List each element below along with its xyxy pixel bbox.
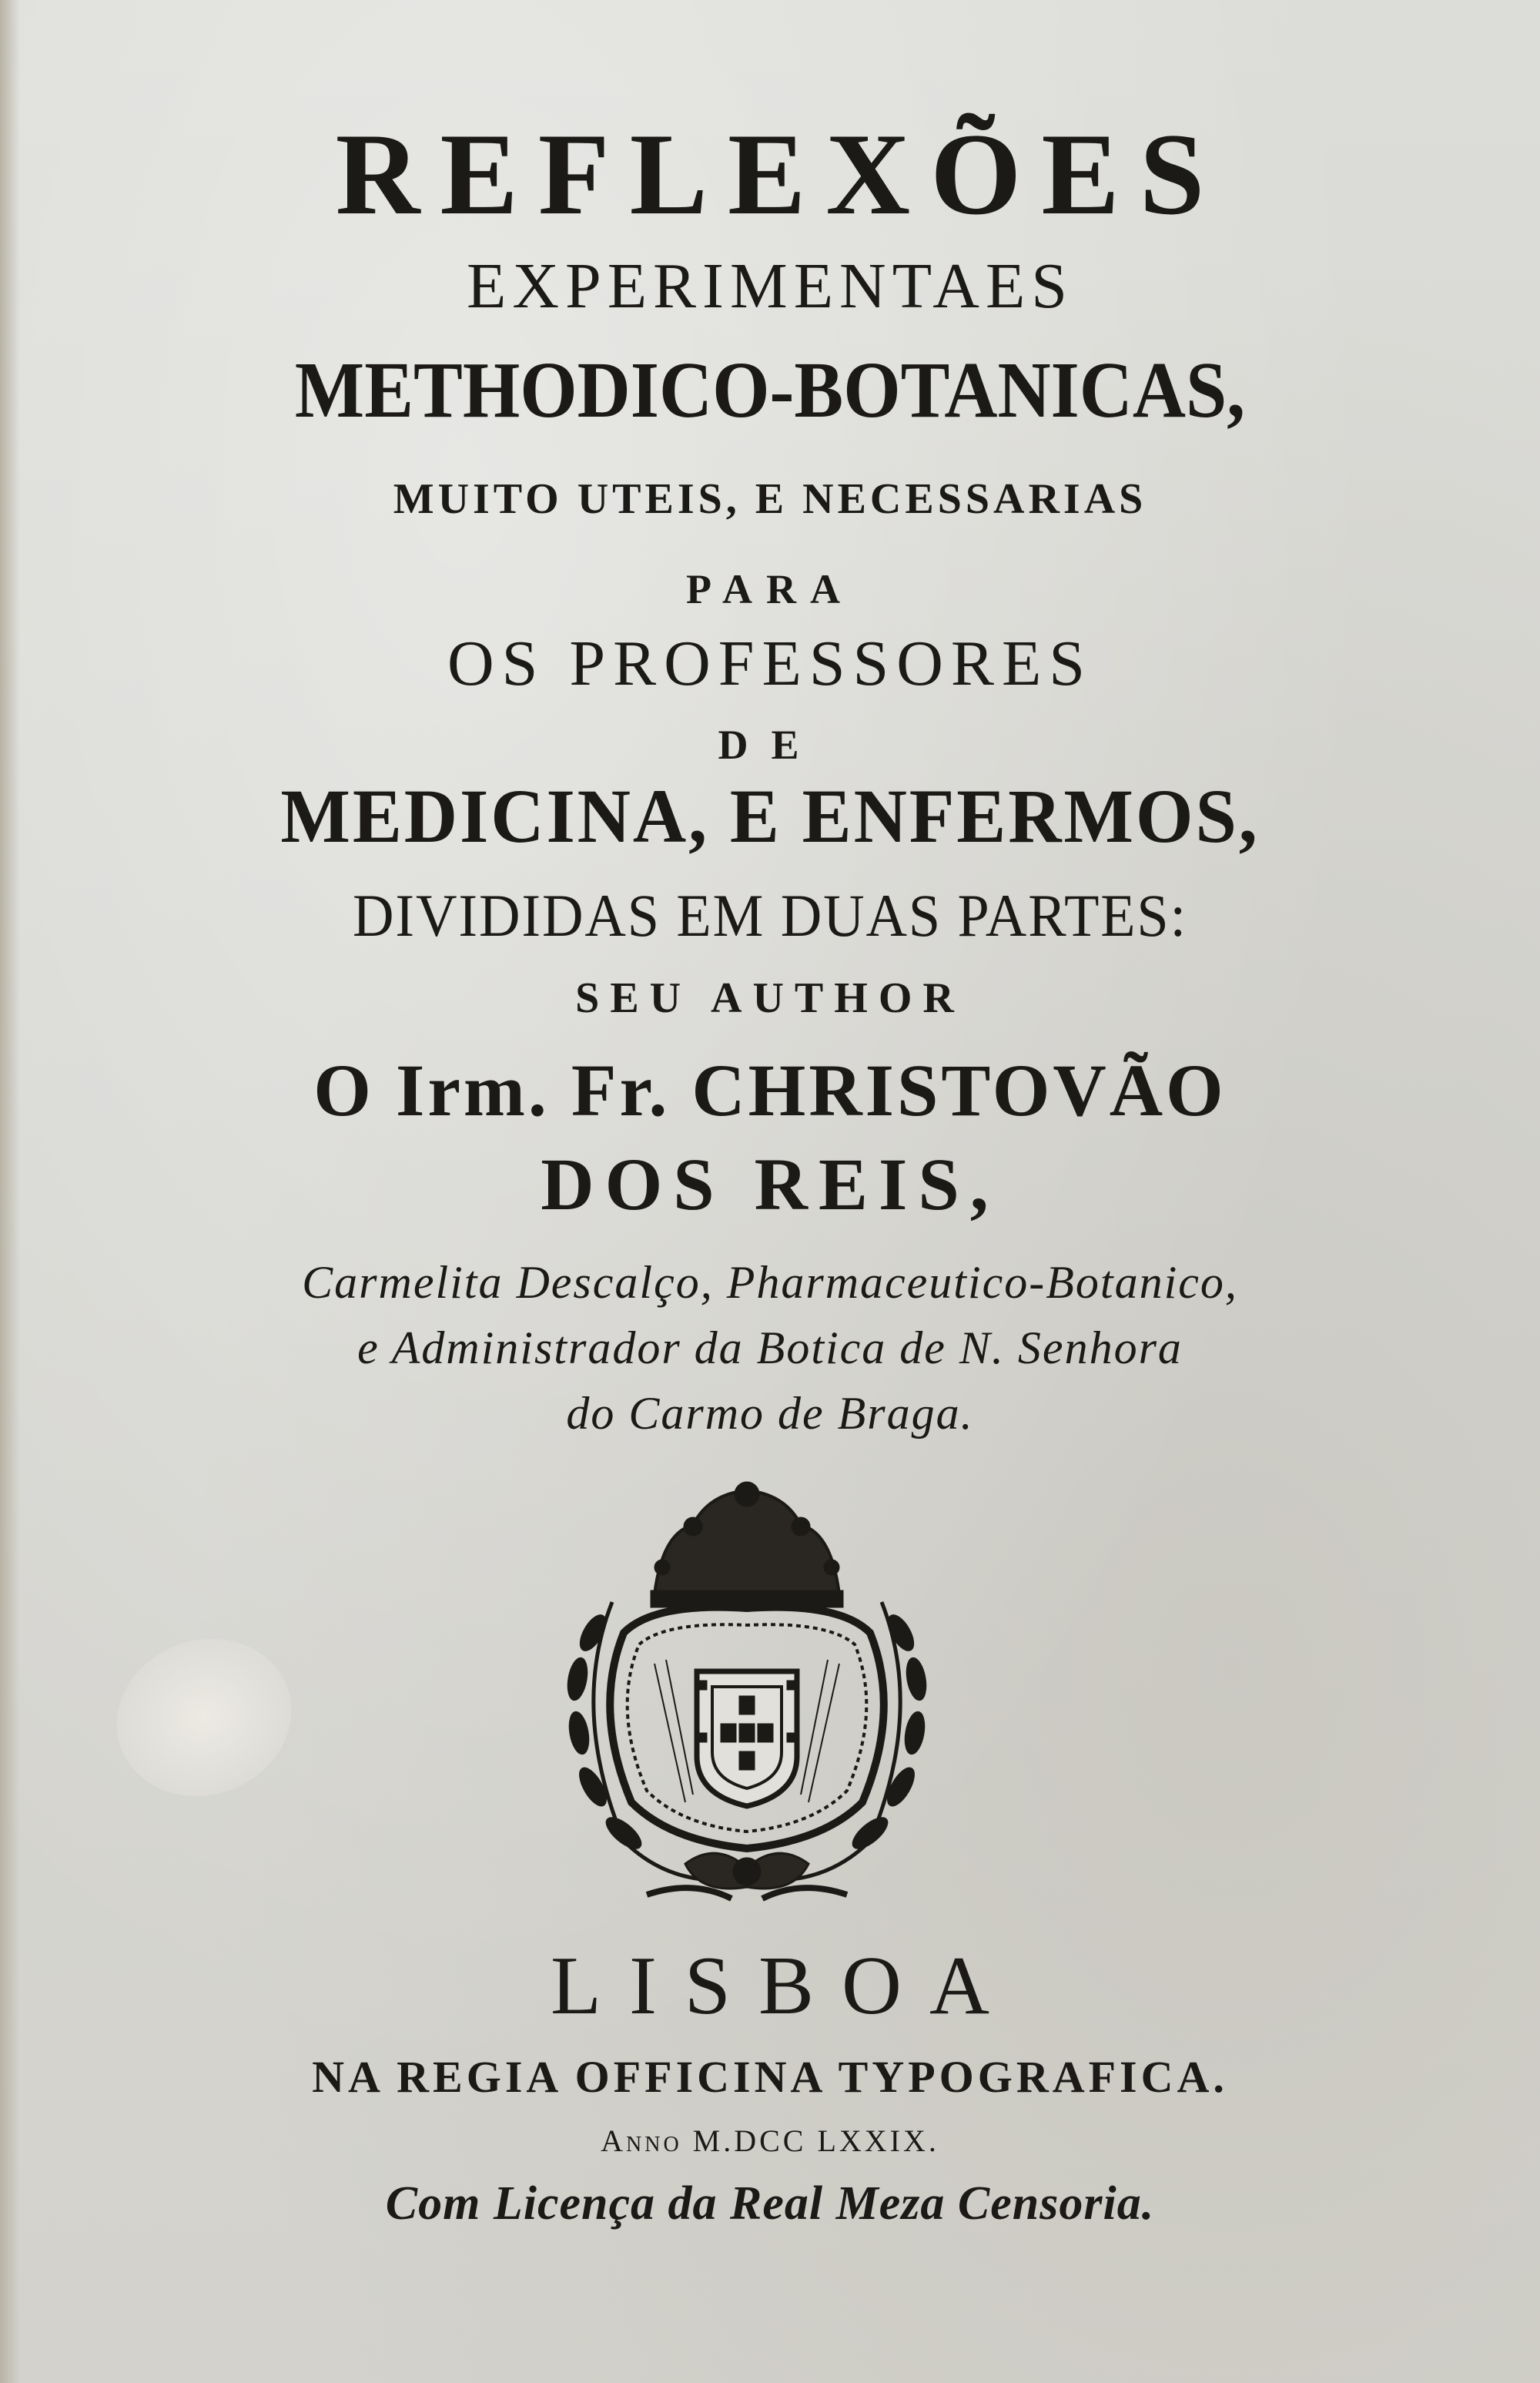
paper-stain: [95, 1615, 314, 1821]
royal-coat-of-arms-icon: [539, 1479, 955, 1918]
imprint-place: LISBOA: [550, 1940, 1018, 2032]
author-description-line-3: do Carmo de Braga.: [566, 1388, 974, 1439]
author-description-line-1: Carmelita Descalço, Pharmaceutico-Botanico,: [302, 1257, 1238, 1308]
title-line-muito-uteis: MUITO UTEIS, E NECESSARIAS: [393, 475, 1147, 523]
author-description-line-2: e Administrador da Botica de N. Senhora: [357, 1322, 1183, 1373]
title-line-de: DE: [718, 722, 822, 768]
imprint-printer: NA REGIA OFFICINA TYPOGRAFICA.: [312, 2052, 1228, 2102]
title-line-seu-author: SEU AUTHOR: [575, 974, 965, 1022]
title-line-para: PARA: [686, 566, 854, 612]
title-line-os-professores: OS PROFESSORES: [447, 628, 1093, 699]
title-line-methodico-botanicas: METHODICO-BOTANICAS,: [294, 346, 1246, 434]
title-line-experimentaes: EXPERIMENTAES: [467, 250, 1073, 322]
title-line-medicina: MEDICINA, E ENFERMOS,: [280, 773, 1260, 859]
title-line-reflexoes: REFLEXÕES: [335, 109, 1225, 239]
imprint-license: Com Licença da Real Meza Censoria.: [385, 2177, 1155, 2230]
title-line-divididas: DIVIDIDAS EM DUAS PARTES:: [352, 882, 1188, 949]
author-name-line: O Irm. Fr. CHRISTOVÃO: [313, 1049, 1227, 1131]
imprint-year: Anno M.DCC LXXIX.: [601, 2123, 939, 2158]
author-surname-line: DOS REIS,: [541, 1143, 999, 1225]
